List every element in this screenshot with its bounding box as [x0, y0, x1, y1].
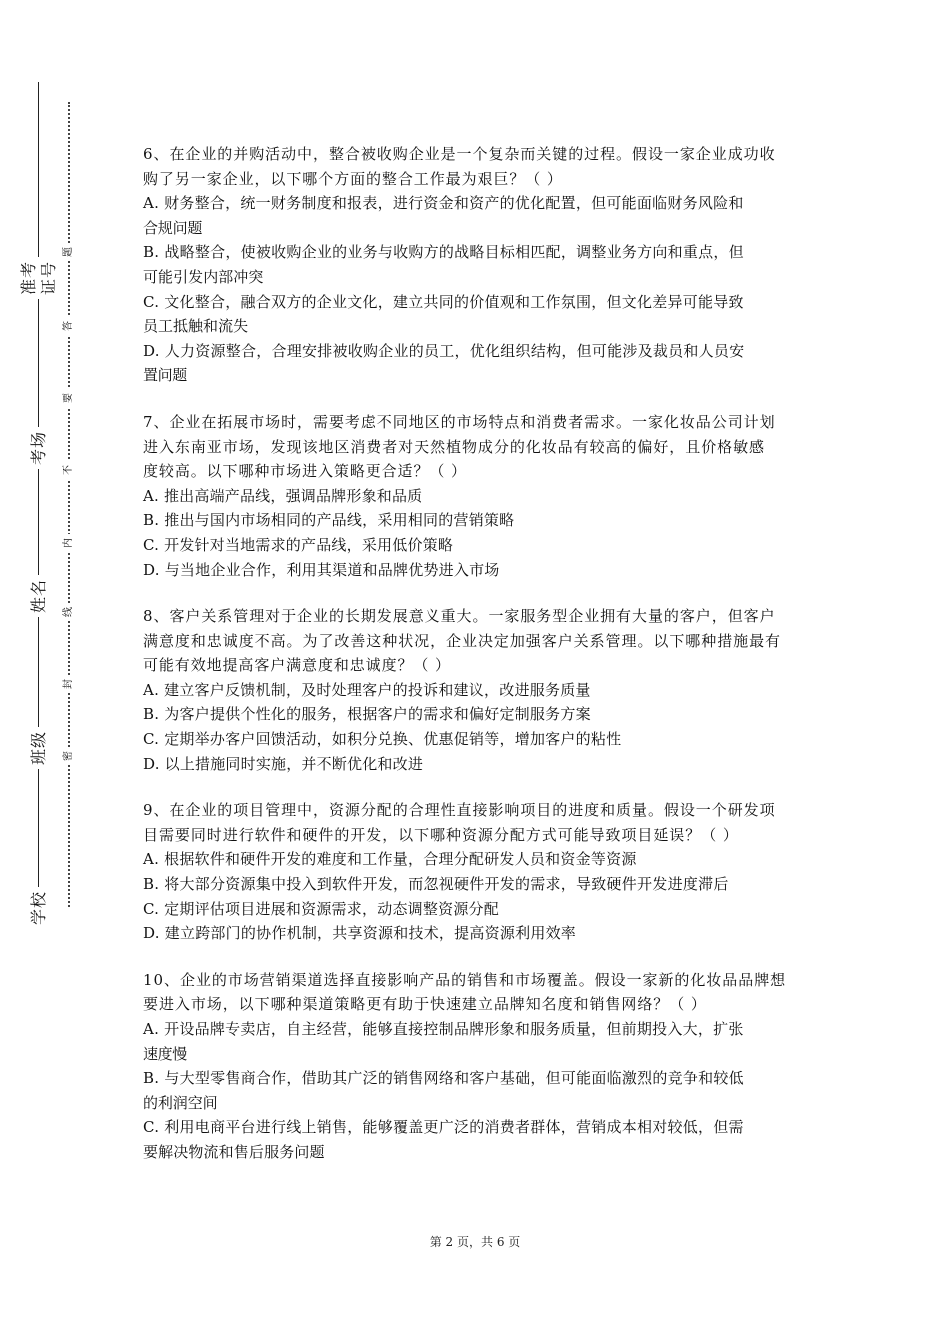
question-stem: 购了另一家企业，以下哪个方面的整合工作最为艰巨？（ ） — [143, 169, 563, 188]
question-stem: 可能有效地提高客户满意度和忠诚度？（ ） — [143, 656, 451, 675]
option-c-cont: 员工抵触和流失 — [143, 317, 249, 336]
option-b-cont: 的利润空间 — [143, 1093, 218, 1112]
option-c: C. 开发针对当地需求的产品线，采用低价策略 — [143, 535, 454, 554]
option-a: A. 开设品牌专卖店，自主经营，能够直接控制品牌形象和服务质量，但前期投入大，扩张 — [143, 1020, 744, 1038]
exam-room-label: 考场 — [29, 427, 49, 469]
question-stem: 目需要同时进行软件和硬件的开发，以下哪种资源分配方式可能导致项目延误？（ ） — [143, 825, 739, 844]
seal-word: 内 — [61, 534, 77, 552]
option-a: A. 根据软件和硬件开发的难度和工作量，合理分配研发人员和资金等资源 — [143, 850, 637, 869]
option-d: D. 以上措施同时实施，并不断优化和改进 — [143, 754, 424, 773]
question-stem: 10、企业的市场营销渠道选择直接影响产品的销售和市场覆盖。假设一家新的化妆品品牌想 — [143, 970, 787, 989]
seal-word: 密 — [61, 747, 77, 765]
option-b: B. 为客户提供个性化的服务，根据客户的需求和偏好定制服务方案 — [143, 705, 591, 724]
question-stem: 度较高。以下哪种市场进入策略更合适？（ ） — [143, 462, 467, 481]
question-stem: 7、企业在拓展市场时，需要考虑不同地区的市场特点和消费者需求。一家化妆品公司计划 — [143, 412, 776, 431]
question-stem: 满意度和忠诚度不高。为了改善这种状况，企业决定加强客户关系管理。以下哪种措施最有 — [143, 631, 782, 650]
seal-word: 题 — [61, 243, 77, 261]
page-number: 第 2 页，共 6 页 — [429, 1235, 521, 1249]
option-a: A. 推出高端产品线，强调品牌形象和品质 — [143, 486, 423, 505]
option-c: C. 文化整合，融合双方的企业文化，建立共同的价值观和工作氛围，但文化差异可能导致 — [143, 292, 744, 311]
seal-word: 封 — [61, 675, 77, 693]
option-a: A. 财务整合，统一财务制度和报表，进行资金和资产的优化配置，但可能面临财务风险和 — [143, 194, 744, 213]
option-d-cont: 置问题 — [143, 366, 187, 385]
question-stem: 要进入市场，以下哪种渠道策略更有助于快速建立品牌知名度和销售网络？（ ） — [143, 995, 707, 1014]
option-c: C. 定期评估项目进展和资源需求，动态调整资源分配 — [143, 899, 499, 918]
option-d: D. 建立跨部门的协作机制，共享资源和技术，提高资源利用效率 — [143, 924, 577, 943]
seal-word: 要 — [61, 389, 77, 407]
class-label: 班级 — [29, 727, 49, 769]
option-b: B. 将大部分资源集中投入到软件开发，而忽视硬件开发的需求，导致硬件开发进度滞后 — [143, 875, 729, 894]
option-d: D. 人力资源整合，合理安排被收购企业的员工，优化组织结构，但可能涉及裁员和人员安 — [143, 341, 745, 360]
exam-id-label: 准考证号 — [19, 257, 59, 299]
option-b: B. 推出与国内市场相同的产品线，采用相同的营销策略 — [143, 511, 515, 530]
option-b: B. 与大型零售商合作，借助其广泛的销售网络和客户基础，但可能面临激烈的竞争和较低 — [143, 1069, 744, 1088]
question-8 — [143, 604, 813, 776]
school-label: 学校 — [29, 887, 49, 929]
question-7 — [143, 410, 813, 582]
question-stem: 8、客户关系管理对于企业的长期发展意义重大。一家服务型企业拥有大量的客户，但客户 — [143, 607, 776, 626]
question-10 — [143, 968, 813, 1165]
option-d: D. 与当地企业合作，利用其渠道和品牌优势进入市场 — [143, 560, 500, 579]
option-c: C. 利用电商平台进行线上销售，能够覆盖更广泛的消费者群体，营销成本相对较低，但需 — [143, 1118, 744, 1137]
question-9 — [143, 798, 813, 946]
option-c-cont: 要解决物流和售后服务问题 — [143, 1142, 325, 1161]
option-a-cont: 合规问题 — [143, 218, 203, 237]
option-b-cont: 可能引发内部冲突 — [143, 267, 264, 286]
student-name-label: 姓名 — [29, 575, 49, 617]
question-list — [143, 142, 813, 1187]
seal-word: 不 — [61, 461, 77, 479]
option-c: C. 定期举办客户回馈活动，如积分兑换、优惠促销等，增加客户的粘性 — [143, 730, 622, 749]
option-a: A. 建立客户反馈机制，及时处理客户的投诉和建议，改进服务质量 — [143, 680, 591, 699]
option-b: B. 战略整合，使被收购企业的业务与收购方的战略目标相匹配，调整业务方向和重点，但 — [143, 243, 744, 262]
question-stem: 9、在企业的项目管理中，资源分配的合理性直接影响项目的进度和质量。假设一个研发项 — [143, 801, 776, 820]
question-stem: 进入东南亚市场，发现该地区消费者对天然植物成分的化妆品有较高的偏好，且价格敏感 — [143, 437, 766, 456]
question-6 — [143, 142, 813, 388]
seal-word: 答 — [61, 317, 77, 335]
seal-word: 线 — [61, 603, 77, 621]
seal-dotted-line — [68, 102, 70, 907]
option-a-cont: 速度慢 — [143, 1044, 187, 1063]
question-stem: 6、在企业的并购活动中，整合被收购企业是一个复杂而关键的过程。假设一家企业成功收 — [143, 145, 776, 163]
binding-margin-line — [38, 82, 39, 927]
